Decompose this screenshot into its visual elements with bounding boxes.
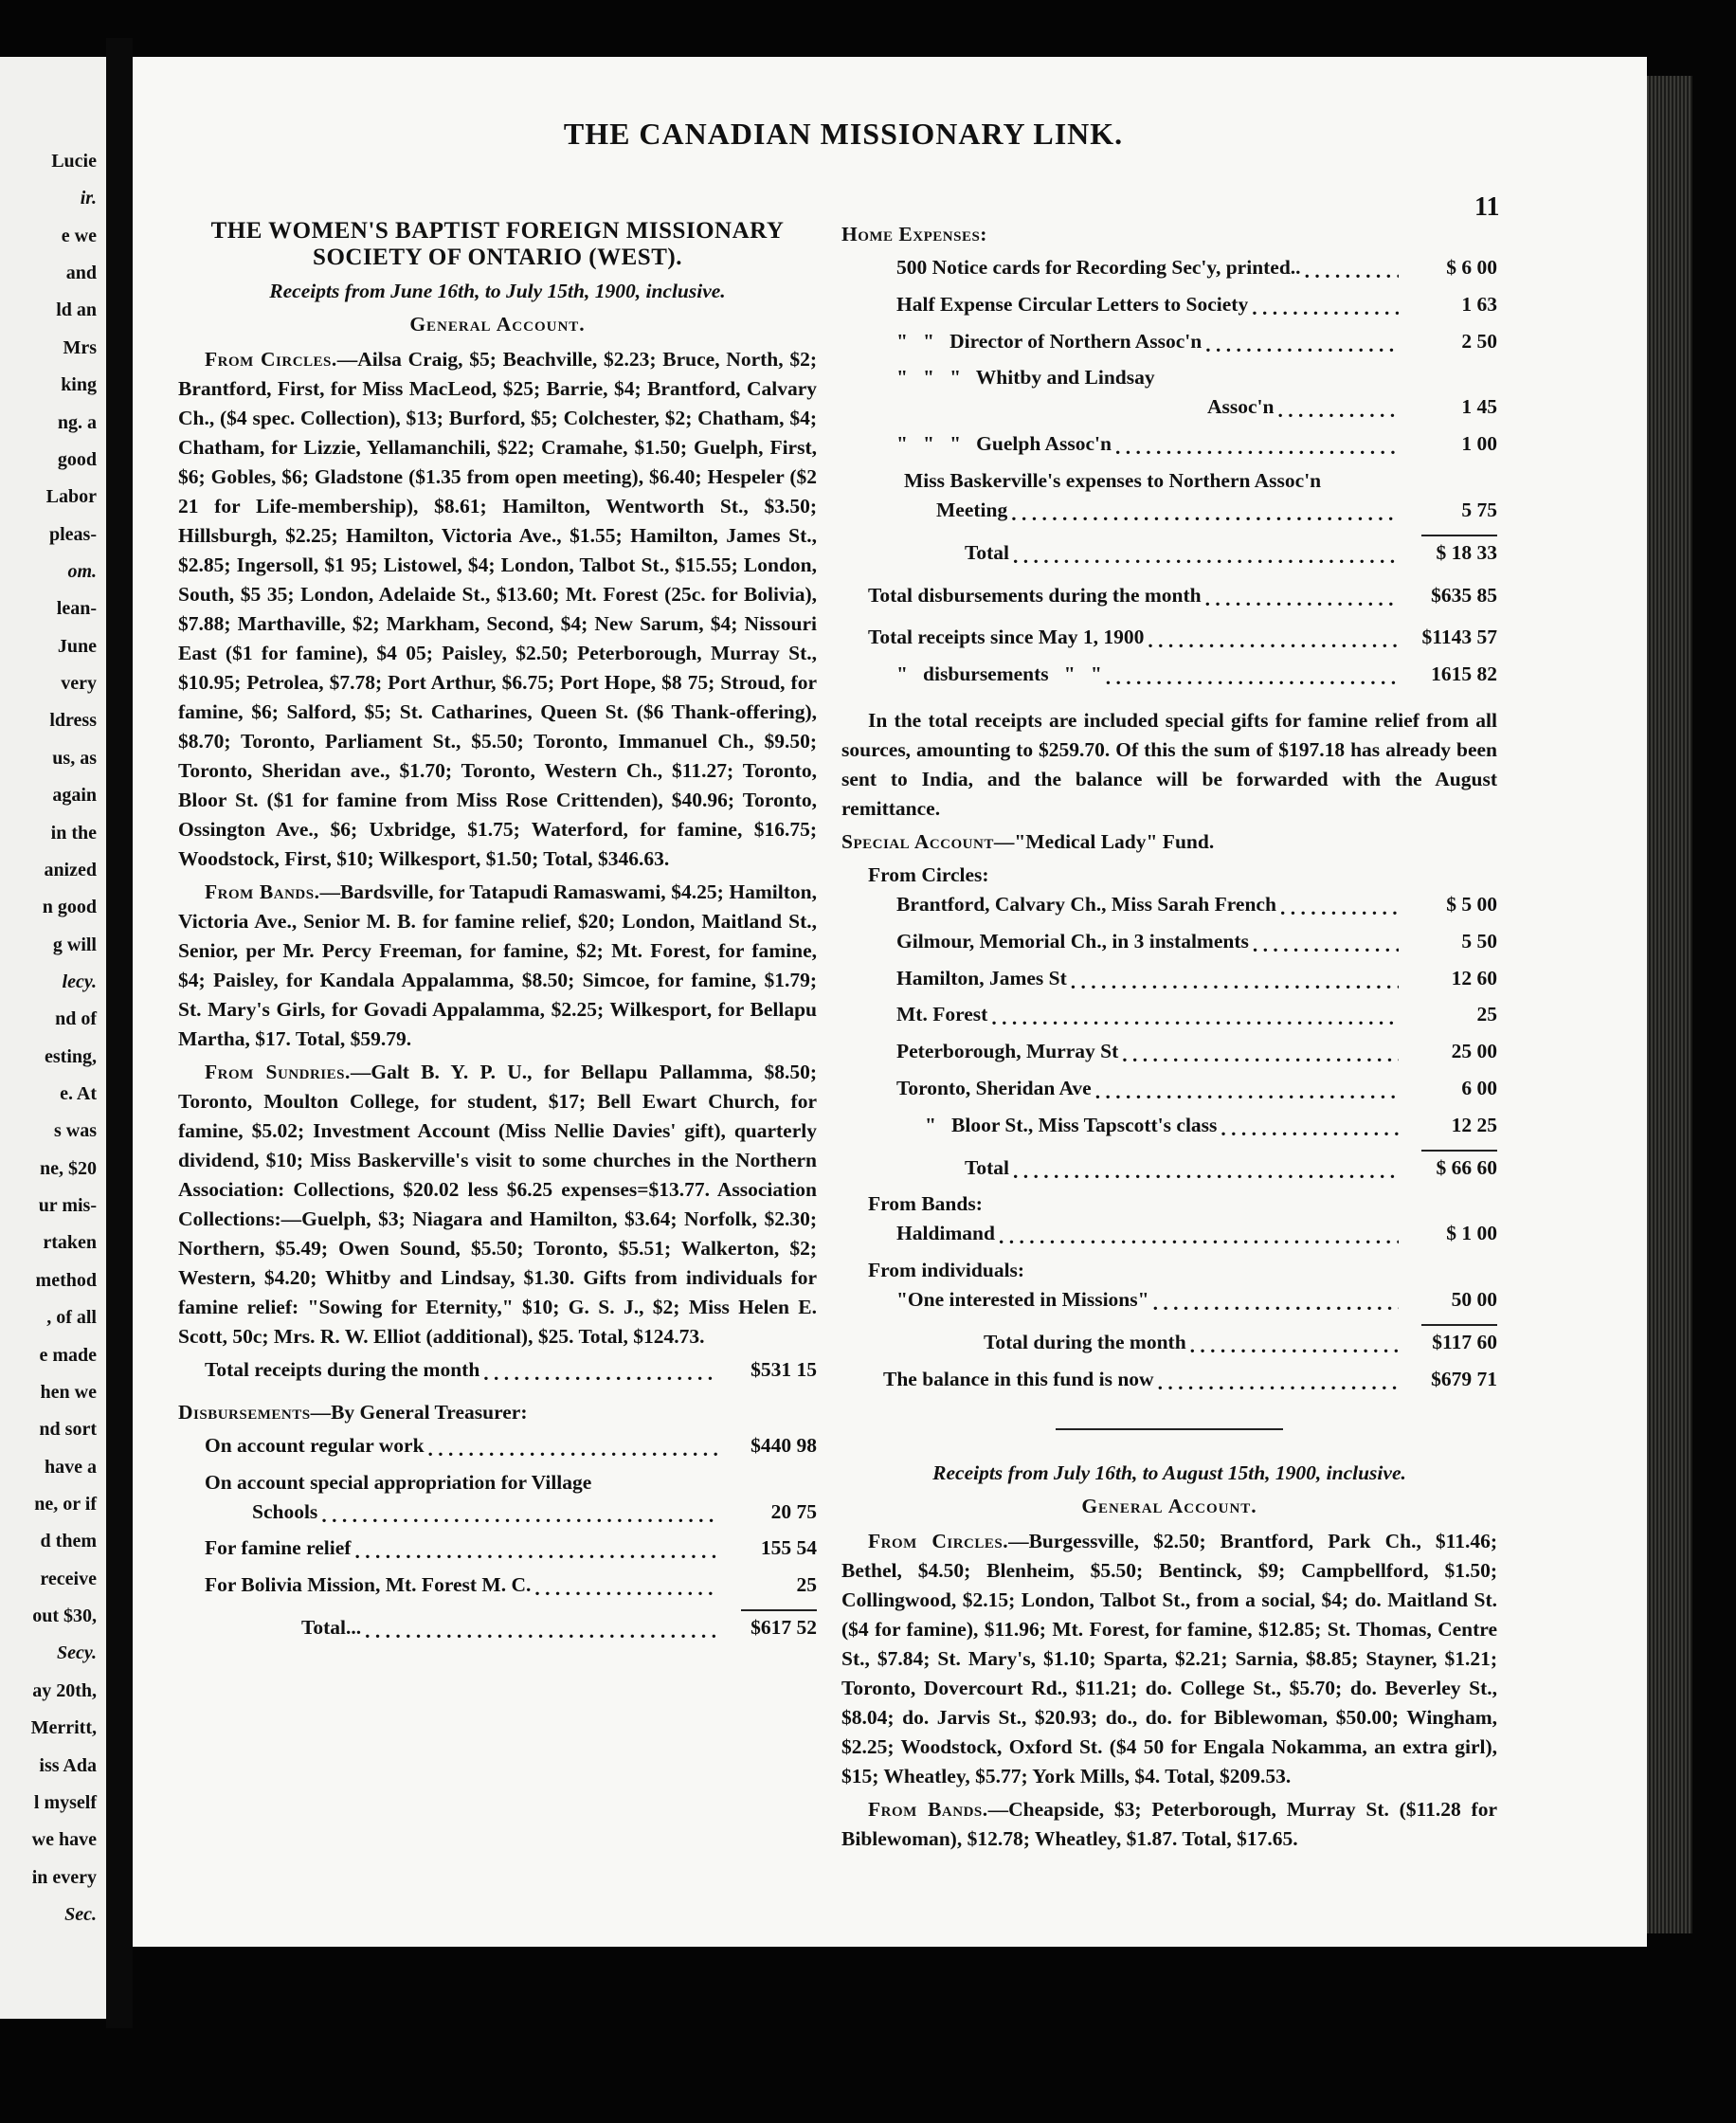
prev-page-line: s was xyxy=(53,1120,97,1142)
leader-dots xyxy=(999,1235,1399,1260)
med-row xyxy=(841,890,1497,927)
med-row xyxy=(841,1111,1497,1148)
left-column xyxy=(178,218,817,1650)
prev-page-line: ir. xyxy=(80,188,97,209)
med-label: " Bloor St., Miss Tapscott's class xyxy=(925,1113,1218,1136)
prev-page-line: Labor xyxy=(45,486,97,508)
med-total-row xyxy=(841,1153,1497,1190)
leader-dots xyxy=(991,1016,1399,1041)
circles-paragraph xyxy=(178,345,817,874)
prev-page-line: ur mis- xyxy=(38,1195,97,1217)
home-4-label: " " " Whitby and Lindsay xyxy=(896,366,1155,390)
med-label: Hamilton, James St xyxy=(896,966,1067,989)
leader-dots xyxy=(365,1629,718,1654)
prev-page-line: method xyxy=(35,1269,97,1291)
right-column xyxy=(841,220,1497,1858)
prev-page-line: again xyxy=(52,785,97,807)
med-label: Brantford, Calvary Ch., Miss Sarah French xyxy=(896,892,1276,916)
leader-dots xyxy=(1205,343,1399,368)
disb-special-cont-row xyxy=(178,1497,817,1534)
disb-special-amount: 20 75 xyxy=(770,1499,817,1523)
sum-rule xyxy=(1421,1150,1497,1152)
leader-dots xyxy=(1190,1344,1399,1369)
disb-famine-amount: 155 54 xyxy=(760,1536,817,1560)
prev-page-line: lean- xyxy=(56,598,97,620)
leader-dots xyxy=(1013,1170,1399,1194)
home-4-cont: Assoc'n xyxy=(1207,395,1275,419)
receipts-period-2: Receipts from July 16th, to August 15th, 1900, inclusive. xyxy=(932,1461,1406,1484)
leader-dots xyxy=(1280,906,1399,931)
home-1-amount: $ 6 00 xyxy=(1446,256,1497,279)
total-receipts-row xyxy=(178,1355,817,1392)
home-row-3 xyxy=(841,327,1497,364)
total-month-amount: $117 60 xyxy=(1432,1330,1497,1353)
leader-dots xyxy=(534,1587,718,1611)
circles2-lead: From Circles. xyxy=(868,1529,1009,1552)
prev-page-line: n good xyxy=(42,897,97,918)
sum-rule xyxy=(1421,535,1497,536)
prev-page-line: lecy. xyxy=(62,971,97,992)
med-row xyxy=(841,1074,1497,1111)
med-row xyxy=(841,927,1497,964)
leader-dots xyxy=(1095,1090,1399,1115)
prev-page-line: Merritt, xyxy=(30,1717,97,1739)
prev-page-line: June xyxy=(57,635,97,657)
med-label: Peterborough, Murray St xyxy=(896,1040,1119,1063)
med-amount: 25 xyxy=(1476,1003,1497,1026)
bands-text: —Bardsville, for Tatapudi Ramaswami, $4.25; Hamilton, Victoria Ave., Senior M. B. for famine relief, $20; London, Maitland St., Senior, per Mr. Percy Freeman, for famine, $2; Mt. Forest, for famine, $4; Paisley, for Kandala Appalamma, $8.50; Simcoe, for famine, $1.79; St. Mary's Girls, for Govadi Appalamma, $2.25; Wilkesport, for Bellapu Martha, $17. Total, $59.79. xyxy=(178,880,817,1050)
disb-month-row xyxy=(841,581,1497,618)
prev-page-line: in the xyxy=(50,822,97,844)
since-receipts-label: Total receipts since May 1, 1900 xyxy=(868,626,1145,649)
disb-total-label: Total... xyxy=(301,1615,362,1639)
prev-page-line: g will xyxy=(52,934,97,955)
home-expenses-lead: Home Expenses: xyxy=(841,223,987,245)
leader-dots xyxy=(1106,676,1399,700)
leader-dots xyxy=(1071,980,1399,1005)
home-3-label: " " Director of Northern Assoc'n xyxy=(896,329,1203,353)
from-individuals-label: From individuals: xyxy=(868,1259,1025,1282)
bands2-lead: From Bands. xyxy=(868,1797,988,1821)
interested-label: "One interested in Missions" xyxy=(896,1288,1149,1312)
leader-dots xyxy=(1153,1301,1399,1326)
circles-text: —Ailsa Craig, $5; Beachville, $2.23; Bruce, North, $2; Brantford, First, for Miss MacLeod, $25; Barrie, $4; Brantford, Calvary Ch., ($4 spec. Collection), $13; Burford, $5; Colchester, $2; Chatham, $4; Chatham, for Lizzie, Yellamanchili, $22; Cramahe, $1.50; Guelph, First, $6; Gobles, $6; Gladstone ($1.35 from open meeting), $6.40; Hespeler ($2 21 for Life-membership), $8.61; Hamilton, Wentworth St., $3.50; Hillsburgh, $2.25; Hamilton, Victoria Ave., $1.55; Hamilton, James St., $2.85; Ingersoll, $1 95; Listowel, $4; London, Talbot St., $15.55; London, South, $5 35; London, Adelaide St., $13.60; Mt. Forest (25c. for Bolivia), $7.88; Marthaville, $2; Markham, Second, $4; New Sarum, $4; Nissouri East ($1 for famine), $4 05; Paisley, $2.50; Peterborough, Murray St., $10.95; Petrolea, $7.78; Port Arthur, $6.75; Port Hope, $8 75; Stroud, for famine, $6; Salford, $5; St. Catharines, Queen St. ($6 Thank-offering), $8.70; Toronto, Parliament St., $5.50; Toronto, Immanuel Ch., $9.50; Toronto, Sheridan ave., $1.70; Toronto, Western Ch., $11.27; Toronto, Bloor St. ($1 for famine from Miss Rose Crittenden), $40.96; Toronto, Ossington Ave., $6; Uxbridge, $1.75; Waterford, for famine, $16.75; Woodstock, First, $10; Wilkesport, $1.50; Total, $346.63. xyxy=(178,348,817,870)
prev-page-line: e we xyxy=(61,225,97,246)
prev-page-line: Mrs xyxy=(63,336,97,358)
since-disb-row xyxy=(841,660,1497,697)
disb-bolivia-row xyxy=(178,1570,817,1607)
prev-page-line: ne, or if xyxy=(34,1494,97,1515)
home-row-1 xyxy=(841,253,1497,290)
prev-page-line: Lucie xyxy=(51,151,97,172)
page-number: 11 xyxy=(1474,192,1500,222)
med-label: Toronto, Sheridan Ave xyxy=(896,1076,1092,1099)
disb-general-amount: $440 98 xyxy=(750,1433,817,1457)
leader-dots xyxy=(1205,597,1399,622)
leader-dots xyxy=(1148,639,1399,663)
disbursements-lead: Disbursements xyxy=(178,1400,311,1424)
med-total-amount: $ 66 60 xyxy=(1436,1155,1497,1179)
sundries-lead: From Sundries. xyxy=(205,1061,351,1083)
disb-bolivia-amount: 25 xyxy=(796,1573,817,1597)
prev-page-line: ng. a xyxy=(57,411,97,433)
leader-dots xyxy=(1122,1053,1399,1078)
home-4-amount: 1 45 xyxy=(1461,395,1497,419)
home-total-label: Total xyxy=(965,540,1009,564)
leader-dots xyxy=(1305,269,1399,294)
haldimand-label: Haldimand xyxy=(896,1222,995,1245)
prev-page-line: ay 20th, xyxy=(32,1679,97,1701)
home-expenses-heading xyxy=(841,220,1497,249)
circles2-text: —Burgessville, $2.50; Brantford, Park Ch., $11.46; Bethel, $4.50; Blenheim, $5.50; Bentinck, $9; Campbellford, $1.50; Collingwood, $2.15; London, Talbot St., from a social, $4; do. Maitland St. ($4 for famine), $11.96; Mt. Forest, for famine, $12.85; St. Thomas, Centre St., $7.84; St. Mary's, $1.10; Sparta, $2.21; Sarnia, $8.85; Stayner, $1.21; Toronto, Dovercourt Rd., $11.21; do. College St., $5.70; do. Beverley St., $8.04; do. Jarvis St., $20.93; do., do. for Biblewoman, $50.00; Wingham, $2.25; Woodstock, Oxford St. ($4 50 for Engala Nokamma, an extra girl), $15; Wheatley, $5.77; York Mills, $4. Total, $209.53. xyxy=(841,1529,1498,1787)
prev-page-line: and xyxy=(65,263,97,284)
from-circles-label: From Circles: xyxy=(868,862,989,886)
prev-page-line: iss Ada xyxy=(39,1754,97,1776)
disb-special-label: On account special appropriation for Village xyxy=(205,1470,592,1494)
disb-special-row xyxy=(178,1468,817,1497)
med-row xyxy=(841,964,1497,1001)
prev-page-line: hen we xyxy=(40,1381,97,1403)
leader-dots xyxy=(1221,1127,1399,1152)
sum-rule xyxy=(741,1609,817,1611)
disb-month-amount: $635 85 xyxy=(1431,583,1497,607)
disb-month-label: Total disbursements during the month xyxy=(868,583,1202,607)
prev-page-line: king xyxy=(61,374,97,396)
bands2-text: —Cheapside, $3; Peterborough, Murray St. ($11.28 for Biblewoman), $12.78; Wheatley, $1.87. Total, $17.65. xyxy=(841,1797,1497,1850)
med-row xyxy=(841,1000,1497,1037)
circles2-paragraph xyxy=(841,1527,1497,1791)
prev-page-line: nd sort xyxy=(39,1419,97,1441)
society-heading: THE WOMEN'S BAPTIST FOREIGN MISSIONARY SOCIETY OF ONTARIO (WEST). xyxy=(210,218,785,270)
disbursements-text: —By General Treasurer: xyxy=(310,1400,528,1424)
prev-page-line: rtaken xyxy=(43,1232,97,1254)
prev-page-line: e made xyxy=(39,1344,97,1366)
home-1-label: 500 Notice cards for Recording Sec'y, printed.. xyxy=(896,256,1301,279)
home-5-label: " " " Guelph Assoc'n xyxy=(896,432,1112,456)
leader-dots xyxy=(1115,445,1399,470)
disb-famine-label: For famine relief xyxy=(205,1536,352,1560)
prev-page-line: ldress xyxy=(49,710,97,732)
prev-page-line: Sec. xyxy=(64,1904,97,1925)
since-receipts-row xyxy=(841,623,1497,660)
med-amount: 12 60 xyxy=(1451,966,1497,989)
med-label: Mt. Forest xyxy=(896,1003,988,1026)
leader-dots xyxy=(354,1550,718,1574)
disb-total-amount: $617 52 xyxy=(750,1615,817,1639)
home-total-row xyxy=(841,538,1497,575)
circles-lead: From Circles. xyxy=(205,348,337,371)
prev-page-line: receive xyxy=(40,1568,97,1589)
leader-dots xyxy=(1158,1381,1399,1406)
prev-page-line: very xyxy=(61,673,97,695)
home-row-4 xyxy=(841,363,1497,392)
home-row-4-cont xyxy=(841,392,1497,429)
disb-bolivia-label: For Bolivia Mission, Mt. Forest M. C. xyxy=(205,1573,532,1597)
leader-dots xyxy=(1253,943,1399,968)
home-total-amount: $ 18 33 xyxy=(1436,540,1497,564)
special-text: —"Medical Lady" Fund. xyxy=(993,829,1215,853)
leader-dots xyxy=(1011,512,1399,536)
interested-row xyxy=(841,1285,1497,1322)
prev-page-line: e. At xyxy=(60,1083,97,1105)
interested-amount: 50 00 xyxy=(1451,1288,1497,1312)
leader-dots xyxy=(321,1514,718,1538)
special-account-heading xyxy=(841,827,1497,857)
total-receipts-amount: $531 15 xyxy=(750,1358,817,1381)
from-bands-label: From Bands: xyxy=(868,1192,983,1216)
prev-page-line: out $30, xyxy=(32,1606,97,1627)
med-amount: $ 5 00 xyxy=(1446,892,1497,916)
leader-dots xyxy=(1277,408,1399,433)
home-row-2 xyxy=(841,290,1497,327)
leader-dots xyxy=(428,1447,718,1472)
sum-rule xyxy=(1421,1324,1497,1326)
prev-page-line: , of all xyxy=(46,1307,97,1329)
home-row-6 xyxy=(841,466,1497,496)
prev-page-line: Secy. xyxy=(56,1642,97,1664)
prev-page-line: l myself xyxy=(33,1791,97,1813)
med-amount: 5 50 xyxy=(1461,929,1497,953)
bands2-paragraph xyxy=(841,1795,1497,1854)
prev-page-line: pleas- xyxy=(49,523,97,545)
home-5-amount: 1 00 xyxy=(1461,432,1497,456)
leader-dots xyxy=(1252,306,1399,331)
since-receipts-amount: $1143 57 xyxy=(1421,626,1497,649)
prev-page-line: us, as xyxy=(52,747,97,769)
haldimand-amount: $ 1 00 xyxy=(1446,1222,1497,1245)
account-heading-2: General Account. xyxy=(1081,1494,1257,1517)
home-2-amount: 1 63 xyxy=(1461,292,1497,316)
balance-row xyxy=(841,1365,1497,1402)
med-amount: 25 00 xyxy=(1451,1040,1497,1063)
bands-lead: From Bands. xyxy=(205,880,320,903)
prev-page-line: have a xyxy=(45,1456,97,1478)
receipts-period: Receipts from June 16th, to July 15th, 1900, inclusive. xyxy=(269,280,726,302)
page-edges xyxy=(1647,76,1692,1933)
total-receipts-label: Total receipts during the month xyxy=(205,1358,480,1381)
since-disb-label: " disbursements " " xyxy=(896,662,1102,686)
disb-special-cont: Schools xyxy=(252,1499,318,1523)
balance-label: The balance in this fund is now xyxy=(883,1367,1154,1390)
disbursements-heading xyxy=(178,1398,817,1427)
sundries-text: —Galt B. Y. P. U., for Bellapu Pallamma, $8.50; Toronto, Moulton College, for student, $17; Bell Ewart Church, for famine, $5.02; Investment Account (Miss Nellie Davies' gift), quarterly dividend, $10; Miss Baskerville's visit to some churches in the Northern Association: Collections, $20.02 less $6.25 expenses=$13.77. Association Collections:—Guelph, $3; Niagara and Hamilton, $3.64; Norfolk, $2.30; Northern, $5.49; Owen Sound, $5.50; Toronto, $5.51; Walkerton, $2; Western, $4.20; Whitby and Lindsay, $1.30. Gifts from individuals for famine relief: "Sowing for Eternity," $10; G. S. J., $2; Miss Helen E. Scott, 50c; Mrs. R. W. Elliot (additional), $25. Total, $124.73. xyxy=(178,1061,817,1348)
haldimand-row xyxy=(841,1219,1497,1256)
disb-famine-row xyxy=(178,1533,817,1570)
account-heading: General Account. xyxy=(409,313,586,336)
total-month-row xyxy=(841,1328,1497,1365)
leader-dots xyxy=(1013,554,1399,579)
prev-page-line: nd of xyxy=(55,1008,97,1030)
leader-dots xyxy=(483,1371,718,1396)
med-amount: 12 25 xyxy=(1451,1113,1497,1136)
book-spine xyxy=(106,38,133,2028)
prev-page-line: good xyxy=(57,448,97,470)
home-6-cont: Meeting xyxy=(936,498,1008,521)
prev-page-line: in every xyxy=(31,1866,97,1888)
home-2-label: Half Expense Circular Letters to Society xyxy=(896,292,1249,316)
home-6-amount: 5 75 xyxy=(1461,498,1497,521)
medical-fund-list xyxy=(841,890,1497,1148)
balance-amount: $679 71 xyxy=(1431,1367,1497,1390)
sundries-paragraph xyxy=(178,1058,817,1352)
special-lead: Special Account xyxy=(841,829,994,853)
section-divider xyxy=(1056,1428,1283,1430)
prev-page-line: ne, $20 xyxy=(40,1157,97,1179)
prev-page-line: om. xyxy=(67,560,97,582)
disb-general-row xyxy=(178,1431,817,1468)
since-disb-amount: 1615 82 xyxy=(1431,662,1497,686)
med-total-label: Total xyxy=(965,1155,1009,1179)
previous-page-fragment xyxy=(0,57,106,2019)
prev-page-line: we have xyxy=(31,1829,97,1851)
med-label: Gilmour, Memorial Ch., in 3 instalments xyxy=(896,929,1249,953)
disb-total-row xyxy=(178,1613,817,1650)
famine-note: In the total receipts are included special gifts for famine relief from all sources, amounting to $259.70. Of this the sum of $197.18 has already been sent to India, and the balance will be forwarded with the August remittance. xyxy=(841,708,1497,820)
total-month-label: Total during the month xyxy=(984,1330,1186,1353)
med-row xyxy=(841,1037,1497,1074)
home-3-amount: 2 50 xyxy=(1461,329,1497,353)
running-title: THE CANADIAN MISSIONARY LINK. xyxy=(563,117,1124,151)
disb-general-label: On account regular work xyxy=(205,1433,425,1457)
home-row-6-cont xyxy=(841,496,1497,533)
bands-paragraph xyxy=(178,878,817,1054)
med-amount: 6 00 xyxy=(1461,1076,1497,1099)
home-6-label: Miss Baskerville's expenses to Northern Assoc'n xyxy=(904,468,1322,492)
home-row-5 xyxy=(841,429,1497,466)
prev-page-line: d them xyxy=(40,1531,97,1552)
prev-page-line: esting, xyxy=(45,1045,97,1067)
prev-page-line: anized xyxy=(44,859,97,880)
prev-page-line: ld an xyxy=(56,299,97,321)
